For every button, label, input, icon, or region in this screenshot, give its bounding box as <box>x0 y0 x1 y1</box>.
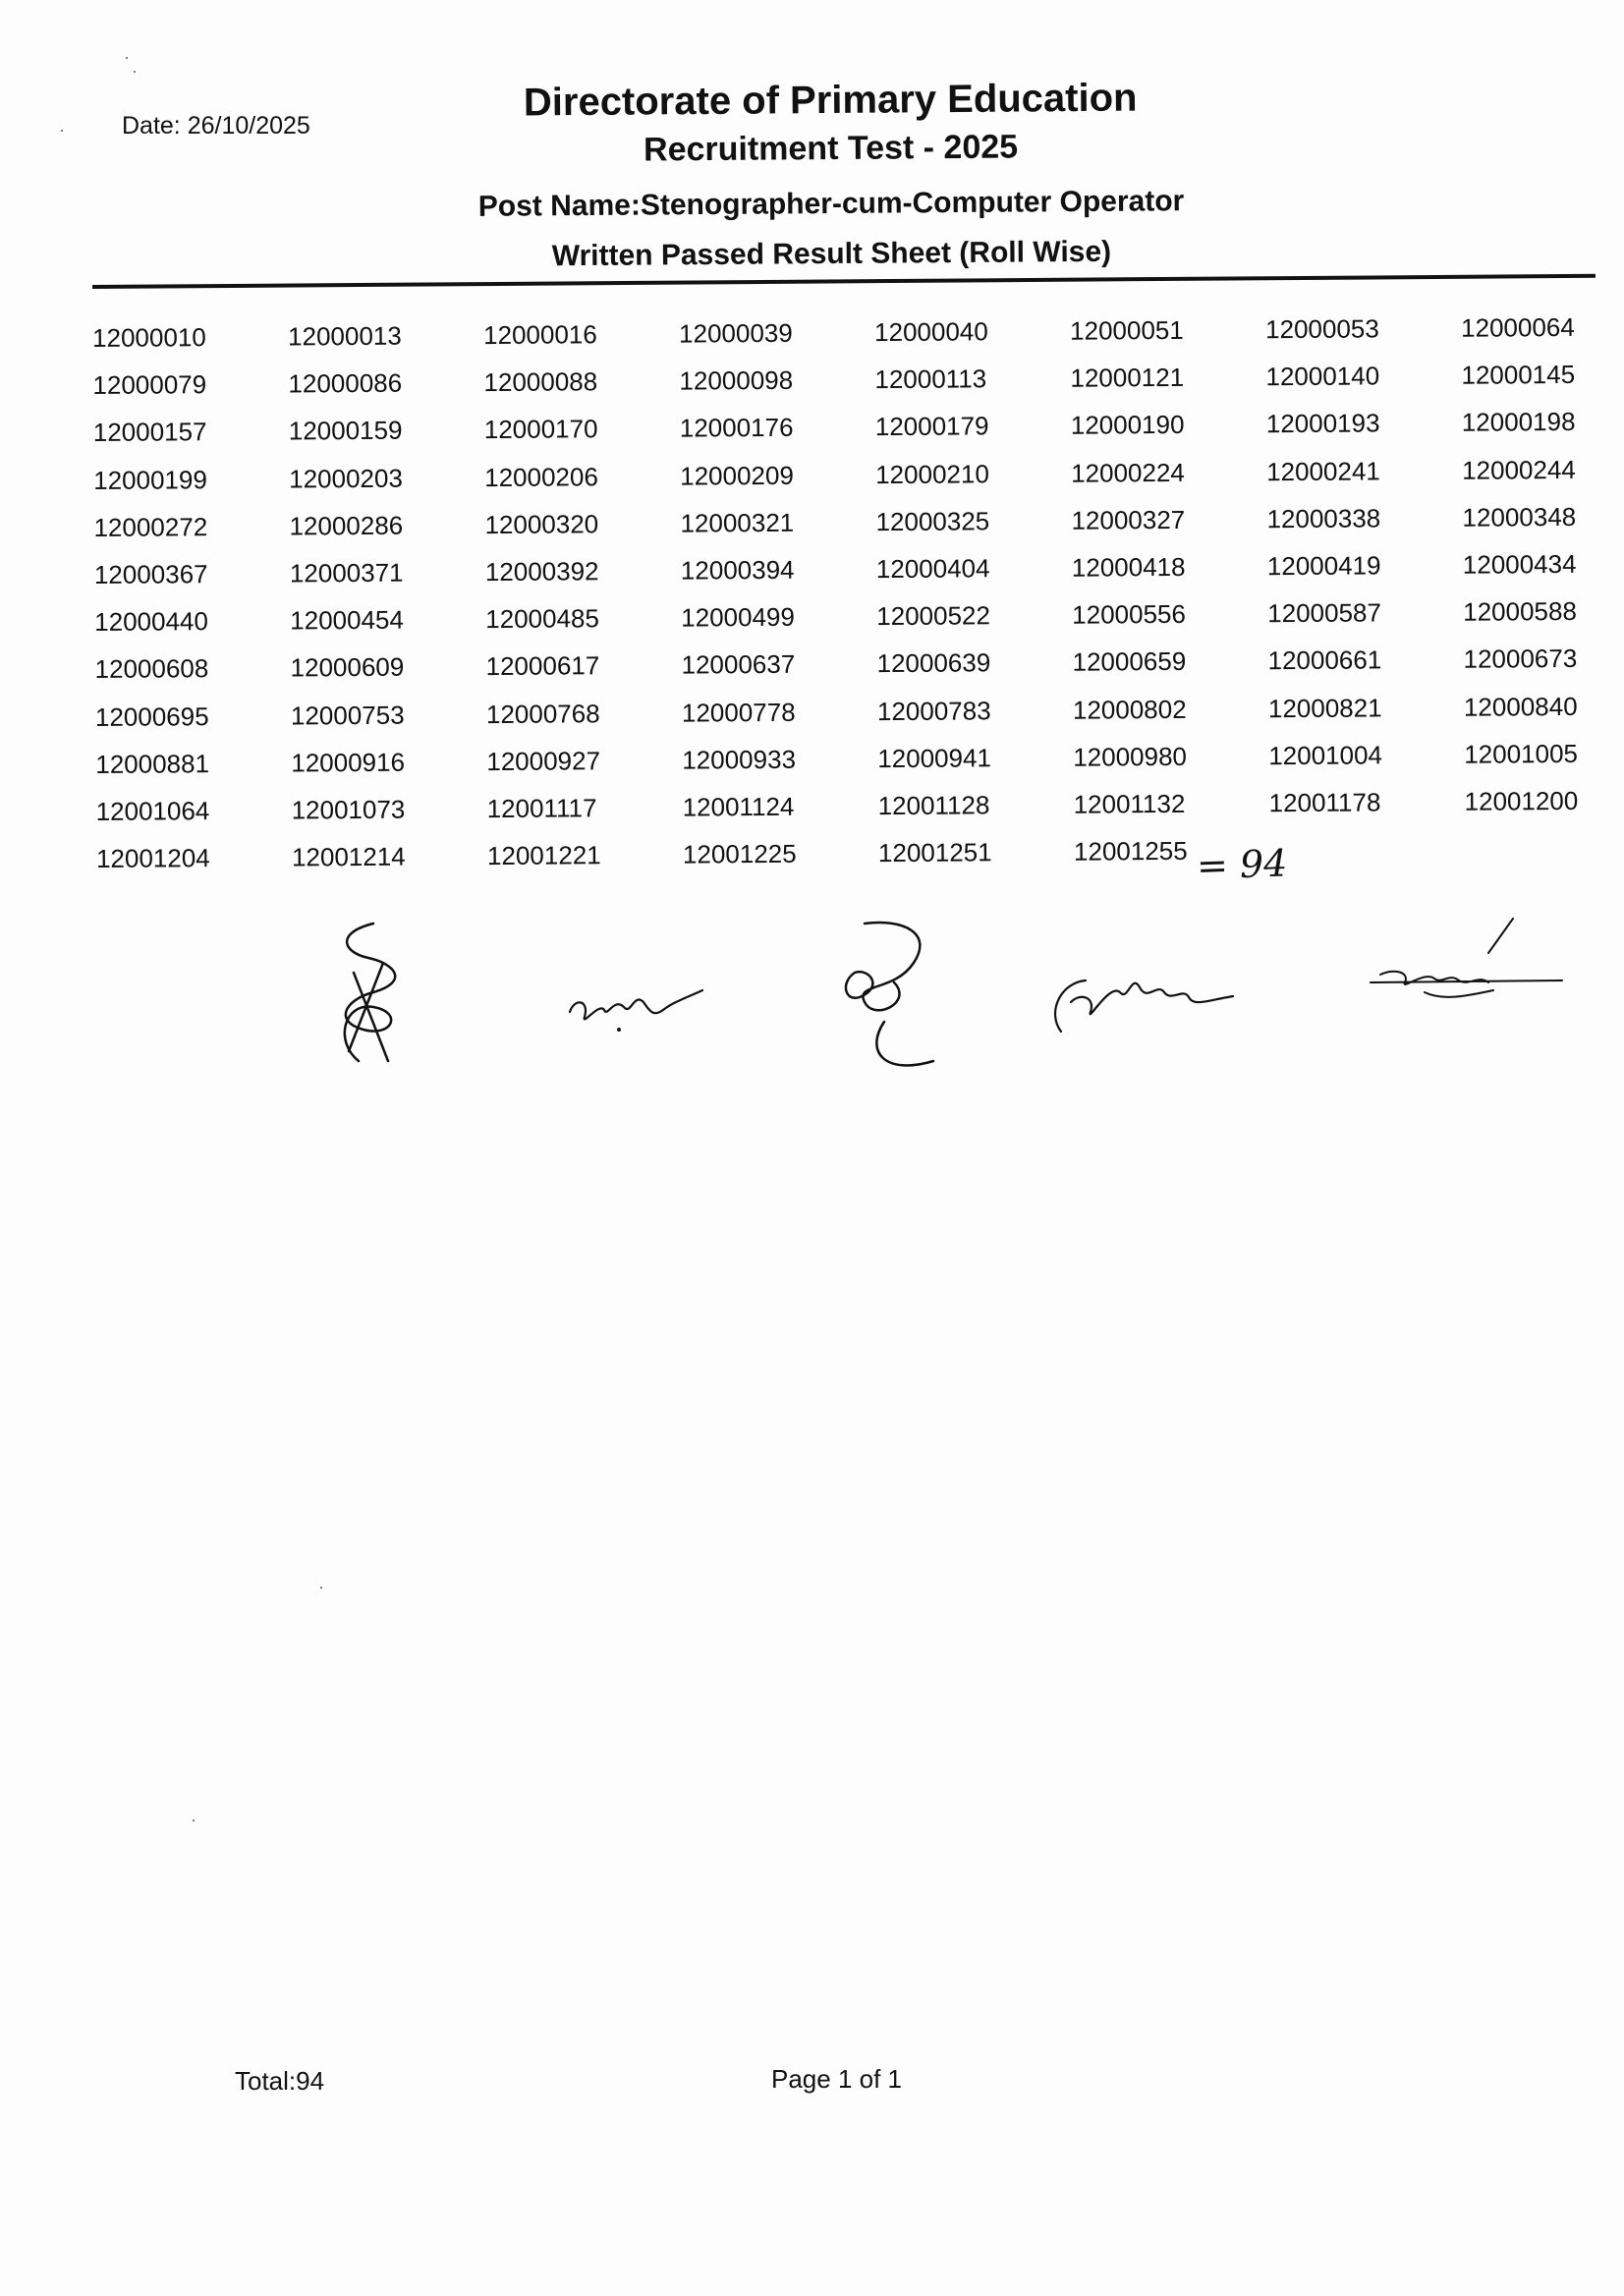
roll-number: 12000179 <box>874 411 989 442</box>
roll-number: 12000802 <box>1072 694 1187 725</box>
roll-number: 12000079 <box>92 369 207 401</box>
roll-number: 12000010 <box>92 322 206 353</box>
roll-number: 12000140 <box>1265 361 1380 392</box>
roll-number: 12001073 <box>291 794 406 825</box>
post-name-label: Post Name: <box>477 189 641 223</box>
roll-number: 12001124 <box>682 791 795 822</box>
roll-number: 12000881 <box>95 748 210 779</box>
roll-number: 12000013 <box>288 320 402 352</box>
post-name-line <box>374 181 1288 227</box>
roll-number: 12000159 <box>288 416 403 446</box>
roll-number: 12000659 <box>1072 646 1187 678</box>
roll-number: 12000608 <box>94 653 209 685</box>
roll-number: 12000051 <box>1069 314 1184 346</box>
roll-number: 12000980 <box>1073 741 1188 772</box>
roll-number: 12000661 <box>1267 644 1382 676</box>
date-label: Date: <box>122 112 181 140</box>
roll-number: 12000145 <box>1461 360 1576 390</box>
roll-number: 12000170 <box>483 414 598 445</box>
scan-speck <box>193 1820 195 1821</box>
roll-number: 12000321 <box>680 507 795 538</box>
roll-number: 12000210 <box>875 458 989 489</box>
date-line <box>122 112 310 140</box>
roll-number: 12000753 <box>290 700 405 731</box>
scan-speck <box>134 71 136 73</box>
roll-number: 12000941 <box>877 742 992 773</box>
roll-number: 12001221 <box>486 840 601 871</box>
handwritten-total: = 94 <box>1196 841 1289 888</box>
roll-number: 12000053 <box>1264 313 1379 345</box>
roll-number: 12000320 <box>484 508 599 539</box>
roll-number: 12000098 <box>679 364 794 396</box>
roll-number: 12000916 <box>291 747 406 778</box>
roll-number: 12000588 <box>1463 596 1577 627</box>
roll-number: 12000418 <box>1071 551 1186 583</box>
roll-number: 12000434 <box>1462 548 1577 580</box>
roll-number: 12000198 <box>1461 407 1576 438</box>
roll-row <box>96 832 1609 890</box>
roll-number: 12000394 <box>680 554 795 586</box>
roll-number: 12000392 <box>484 556 599 588</box>
roll-number: 12000209 <box>680 460 794 491</box>
roll-number: 12001178 <box>1268 787 1381 818</box>
roll-number: 12000039 <box>678 317 793 349</box>
signature-1 <box>314 914 432 1071</box>
roll-number: 12001128 <box>877 790 990 821</box>
page-title: Directorate of Primary Education <box>523 76 1138 125</box>
roll-number: 12000485 <box>485 603 600 635</box>
signature-5 <box>1366 914 1572 1012</box>
roll-number: 12000556 <box>1072 598 1187 630</box>
roll-number-grid <box>92 311 1609 891</box>
roll-number: 12000639 <box>876 647 991 679</box>
signature-4 <box>1041 953 1238 1041</box>
roll-number: 12001064 <box>95 796 210 826</box>
roll-number: 12000088 <box>483 366 598 398</box>
roll-number: 12000176 <box>679 413 794 443</box>
roll-number: 12000821 <box>1267 692 1382 723</box>
roll-number: 12001200 <box>1464 785 1579 816</box>
roll-number: 12000064 <box>1460 311 1575 343</box>
roll-number: 12001255 <box>1073 835 1188 867</box>
roll-number: 12001005 <box>1464 738 1579 769</box>
roll-number: 12000404 <box>875 553 990 585</box>
roll-number: 12000203 <box>289 463 403 494</box>
roll-number: 12000371 <box>289 557 404 588</box>
roll-number: 12000522 <box>876 600 991 632</box>
roll-number: 12000419 <box>1266 550 1381 582</box>
roll-number: 12000440 <box>94 606 209 638</box>
roll-number: 12001132 <box>1073 788 1186 819</box>
roll-number: 12000016 <box>482 319 597 351</box>
footer-total-value: 94 <box>296 2066 325 2096</box>
roll-number: 12000499 <box>681 601 796 633</box>
roll-number: 12000157 <box>92 417 207 448</box>
header-divider <box>92 274 1596 289</box>
footer-total-label: Total: <box>235 2066 297 2096</box>
roll-number: 12000086 <box>288 367 403 399</box>
roll-number: 12000272 <box>93 511 208 542</box>
roll-number: 12000454 <box>290 604 405 636</box>
roll-number: 12000609 <box>290 651 405 683</box>
roll-number: 12000778 <box>681 697 796 728</box>
roll-number: 12000617 <box>485 650 600 682</box>
roll-number: 12001117 <box>486 793 597 823</box>
signature-row <box>314 914 1572 1081</box>
roll-number: 12000673 <box>1463 644 1578 675</box>
date-value: 26/10/2025 <box>187 112 310 140</box>
roll-number: 12001204 <box>95 843 210 874</box>
signature-3 <box>825 914 953 1081</box>
roll-number: 12000695 <box>94 700 209 732</box>
roll-number: 12000040 <box>873 316 988 348</box>
roll-number: 12000338 <box>1266 503 1381 533</box>
roll-number: 12000768 <box>485 698 600 729</box>
page-subtitle: Recruitment Test - 2025 <box>643 128 1019 169</box>
roll-number: 12000190 <box>1070 410 1185 441</box>
roll-number: 12000224 <box>1071 457 1185 488</box>
roll-number: 12000587 <box>1267 597 1381 629</box>
roll-number: 12000327 <box>1071 504 1186 535</box>
roll-number: 12000933 <box>682 744 797 775</box>
document-header <box>373 71 1289 276</box>
footer-total <box>235 2066 324 2097</box>
scan-speck <box>320 1587 322 1589</box>
roll-number: 12001004 <box>1268 740 1383 770</box>
roll-number: 12000193 <box>1265 408 1380 439</box>
roll-number: 12001225 <box>682 838 797 869</box>
scan-speck <box>126 57 128 59</box>
page-number: Page 1 of 1 <box>771 2064 902 2094</box>
roll-number: 12000367 <box>93 559 208 589</box>
roll-number: 12000348 <box>1462 501 1577 532</box>
signature-2 <box>560 973 707 1041</box>
scan-speck <box>61 130 63 132</box>
roll-number: 12000121 <box>1070 363 1185 393</box>
roll-number: 12000637 <box>681 649 796 680</box>
roll-number: 12000241 <box>1266 455 1380 486</box>
roll-number: 12000206 <box>484 461 598 492</box>
sheet-title: Written Passed Result Sheet (Roll Wise) <box>551 235 1112 273</box>
roll-number: 12000927 <box>486 745 601 776</box>
roll-number: 12000325 <box>875 506 990 536</box>
roll-number: 12001214 <box>291 841 406 872</box>
roll-number: 12000783 <box>876 695 991 726</box>
roll-number: 12000113 <box>874 364 987 395</box>
roll-number: 12000840 <box>1463 691 1578 722</box>
roll-number: 12000286 <box>289 510 404 541</box>
roll-number: 12000244 <box>1462 454 1576 485</box>
roll-number: 12000199 <box>93 464 207 495</box>
roll-number: 12001251 <box>877 837 992 868</box>
post-name-value: Stenographer-cum-Computer Operator <box>640 185 1185 222</box>
